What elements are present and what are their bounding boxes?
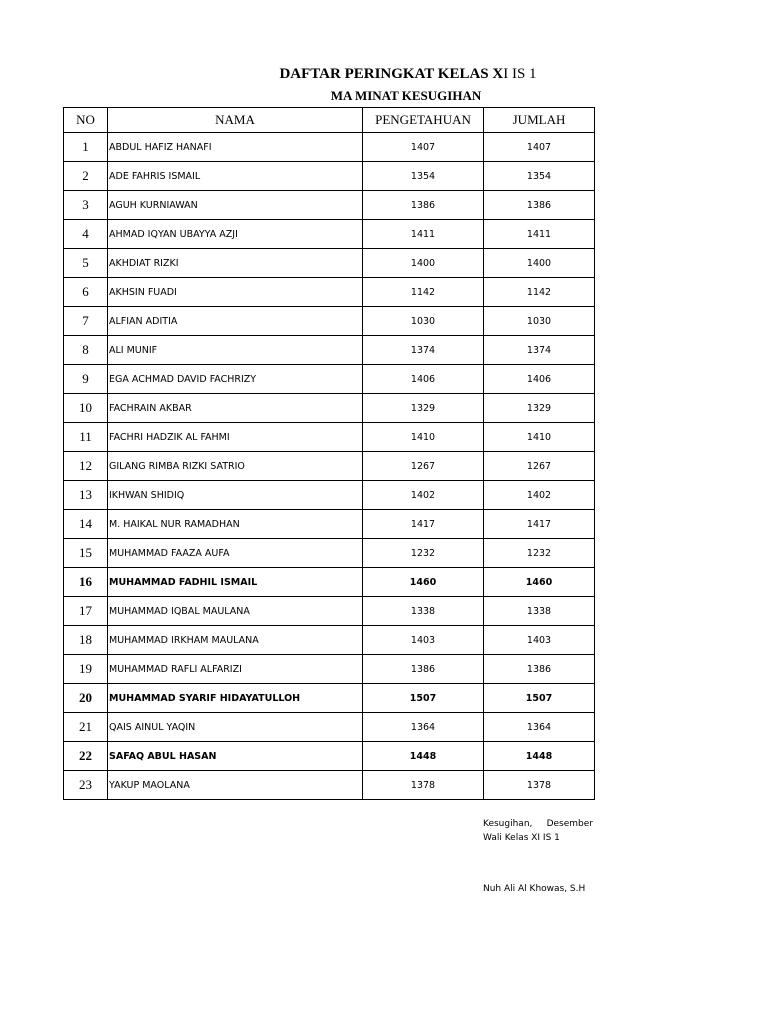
cell-nama: AHMAD IQYAN UBAYYA AZJI	[108, 220, 363, 249]
cell-jumlah: 1378	[484, 771, 595, 800]
column-header-nama: NAMA	[108, 108, 363, 133]
cell-nama: ABDUL HAFIZ HANAFI	[108, 133, 363, 162]
cell-pengetahuan: 1406	[363, 365, 484, 394]
cell-pengetahuan: 1402	[363, 481, 484, 510]
page-title	[0, 66, 768, 83]
title-rest-part: I IS 1	[503, 66, 537, 82]
cell-nama: GILANG RIMBA RIZKI SATRIO	[108, 452, 363, 481]
cell-pengetahuan: 1142	[363, 278, 484, 307]
table-row	[64, 452, 595, 481]
cell-jumlah: 1406	[484, 365, 595, 394]
cell-no: 2	[64, 162, 108, 191]
footer-signatory: Nuh Ali Al Khowas, S.H	[483, 884, 586, 894]
footer-role: Wali Kelas XI IS 1	[483, 833, 560, 843]
title-bold-part: DAFTAR PERINGKAT KELAS X	[279, 66, 504, 82]
cell-no: 12	[64, 452, 108, 481]
table-row	[64, 336, 595, 365]
table-row	[64, 597, 595, 626]
footer-place-date	[483, 819, 593, 829]
cell-no: 22	[64, 742, 108, 771]
cell-no: 1	[64, 133, 108, 162]
cell-pengetahuan: 1386	[363, 191, 484, 220]
cell-jumlah: 1386	[484, 191, 595, 220]
cell-pengetahuan: 1460	[363, 568, 484, 597]
cell-nama: MUHAMMAD FAAZA AUFA	[108, 539, 363, 568]
cell-pengetahuan: 1417	[363, 510, 484, 539]
table-body	[64, 133, 595, 800]
cell-nama: EGA ACHMAD DAVID FACHRIZY	[108, 365, 363, 394]
cell-jumlah: 1374	[484, 336, 595, 365]
cell-pengetahuan: 1507	[363, 684, 484, 713]
cell-pengetahuan: 1374	[363, 336, 484, 365]
column-header-pengetahuan: PENGETAHUAN	[363, 108, 484, 133]
cell-no: 5	[64, 249, 108, 278]
cell-pengetahuan: 1400	[363, 249, 484, 278]
cell-pengetahuan: 1364	[363, 713, 484, 742]
cell-jumlah: 1411	[484, 220, 595, 249]
cell-no: 20	[64, 684, 108, 713]
cell-jumlah: 1329	[484, 394, 595, 423]
table-row	[64, 307, 595, 336]
cell-no: 23	[64, 771, 108, 800]
cell-nama: ADE FAHRIS ISMAIL	[108, 162, 363, 191]
table-row	[64, 684, 595, 713]
page-subtitle: MA MINAT KESUGIHAN	[330, 88, 482, 103]
cell-nama: MUHAMMAD RAFLI ALFARIZI	[108, 655, 363, 684]
footer-month: Desember	[546, 819, 593, 829]
table-row	[64, 249, 595, 278]
cell-jumlah: 1400	[484, 249, 595, 278]
cell-nama: AGUH KURNIAWAN	[108, 191, 363, 220]
table-row	[64, 713, 595, 742]
table-row	[64, 481, 595, 510]
cell-no: 13	[64, 481, 108, 510]
cell-nama: AKHDIAT RIZKI	[108, 249, 363, 278]
column-header-jumlah: JUMLAH	[484, 108, 595, 133]
table-row	[64, 220, 595, 249]
cell-no: 14	[64, 510, 108, 539]
cell-pengetahuan: 1338	[363, 597, 484, 626]
cell-no: 16	[64, 568, 108, 597]
cell-no: 8	[64, 336, 108, 365]
cell-pengetahuan: 1407	[363, 133, 484, 162]
cell-no: 6	[64, 278, 108, 307]
cell-nama: FACHRI HADZIK AL FAHMI	[108, 423, 363, 452]
cell-nama: MUHAMMAD SYARIF HIDAYATULLOH	[108, 684, 363, 713]
cell-nama: QAIS AINUL YAQIN	[108, 713, 363, 742]
table-row	[64, 162, 595, 191]
cell-jumlah: 1403	[484, 626, 595, 655]
cell-nama: IKHWAN SHIDIQ	[108, 481, 363, 510]
table-row	[64, 655, 595, 684]
cell-nama: ALI MUNIF	[108, 336, 363, 365]
cell-nama: MUHAMMAD IRKHAM MAULANA	[108, 626, 363, 655]
cell-jumlah: 1364	[484, 713, 595, 742]
cell-pengetahuan: 1329	[363, 394, 484, 423]
table-header-row	[64, 108, 595, 133]
cell-jumlah: 1410	[484, 423, 595, 452]
cell-jumlah: 1507	[484, 684, 595, 713]
table-row	[64, 771, 595, 800]
cell-pengetahuan: 1448	[363, 742, 484, 771]
cell-jumlah: 1448	[484, 742, 595, 771]
cell-pengetahuan: 1410	[363, 423, 484, 452]
cell-nama: M. HAIKAL NUR RAMADHAN	[108, 510, 363, 539]
cell-no: 21	[64, 713, 108, 742]
column-header-no: NO	[64, 108, 108, 133]
cell-jumlah: 1386	[484, 655, 595, 684]
cell-pengetahuan: 1378	[363, 771, 484, 800]
table-row	[64, 510, 595, 539]
table-row	[64, 539, 595, 568]
cell-jumlah: 1142	[484, 278, 595, 307]
cell-pengetahuan: 1411	[363, 220, 484, 249]
cell-no: 11	[64, 423, 108, 452]
cell-no: 15	[64, 539, 108, 568]
cell-nama: ALFIAN ADITIA	[108, 307, 363, 336]
cell-no: 3	[64, 191, 108, 220]
cell-no: 17	[64, 597, 108, 626]
cell-jumlah: 1338	[484, 597, 595, 626]
cell-jumlah: 1402	[484, 481, 595, 510]
cell-jumlah: 1407	[484, 133, 595, 162]
ranking-table	[63, 107, 595, 800]
cell-pengetahuan: 1267	[363, 452, 484, 481]
cell-no: 19	[64, 655, 108, 684]
cell-nama: MUHAMMAD IQBAL MAULANA	[108, 597, 363, 626]
table-row	[64, 423, 595, 452]
cell-jumlah: 1267	[484, 452, 595, 481]
cell-pengetahuan: 1386	[363, 655, 484, 684]
table-row	[64, 626, 595, 655]
cell-jumlah: 1030	[484, 307, 595, 336]
cell-pengetahuan: 1403	[363, 626, 484, 655]
cell-nama: AKHSIN FUADI	[108, 278, 363, 307]
cell-pengetahuan: 1232	[363, 539, 484, 568]
cell-pengetahuan: 1354	[363, 162, 484, 191]
footer-place: Kesugihan,	[483, 819, 533, 829]
table-row	[64, 365, 595, 394]
cell-jumlah: 1354	[484, 162, 595, 191]
cell-jumlah: 1232	[484, 539, 595, 568]
cell-nama: FACHRAIN AKBAR	[108, 394, 363, 423]
cell-nama: MUHAMMAD FADHIL ISMAIL	[108, 568, 363, 597]
cell-no: 10	[64, 394, 108, 423]
cell-no: 9	[64, 365, 108, 394]
table-row	[64, 133, 595, 162]
cell-nama: YAKUP MAOLANA	[108, 771, 363, 800]
cell-pengetahuan: 1030	[363, 307, 484, 336]
cell-no: 18	[64, 626, 108, 655]
cell-jumlah: 1460	[484, 568, 595, 597]
table-row	[64, 394, 595, 423]
table-row	[64, 568, 595, 597]
cell-jumlah: 1417	[484, 510, 595, 539]
cell-no: 7	[64, 307, 108, 336]
table-row	[64, 278, 595, 307]
table-row	[64, 191, 595, 220]
table-row	[64, 742, 595, 771]
cell-no: 4	[64, 220, 108, 249]
cell-nama: SAFAQ ABUL HASAN	[108, 742, 363, 771]
